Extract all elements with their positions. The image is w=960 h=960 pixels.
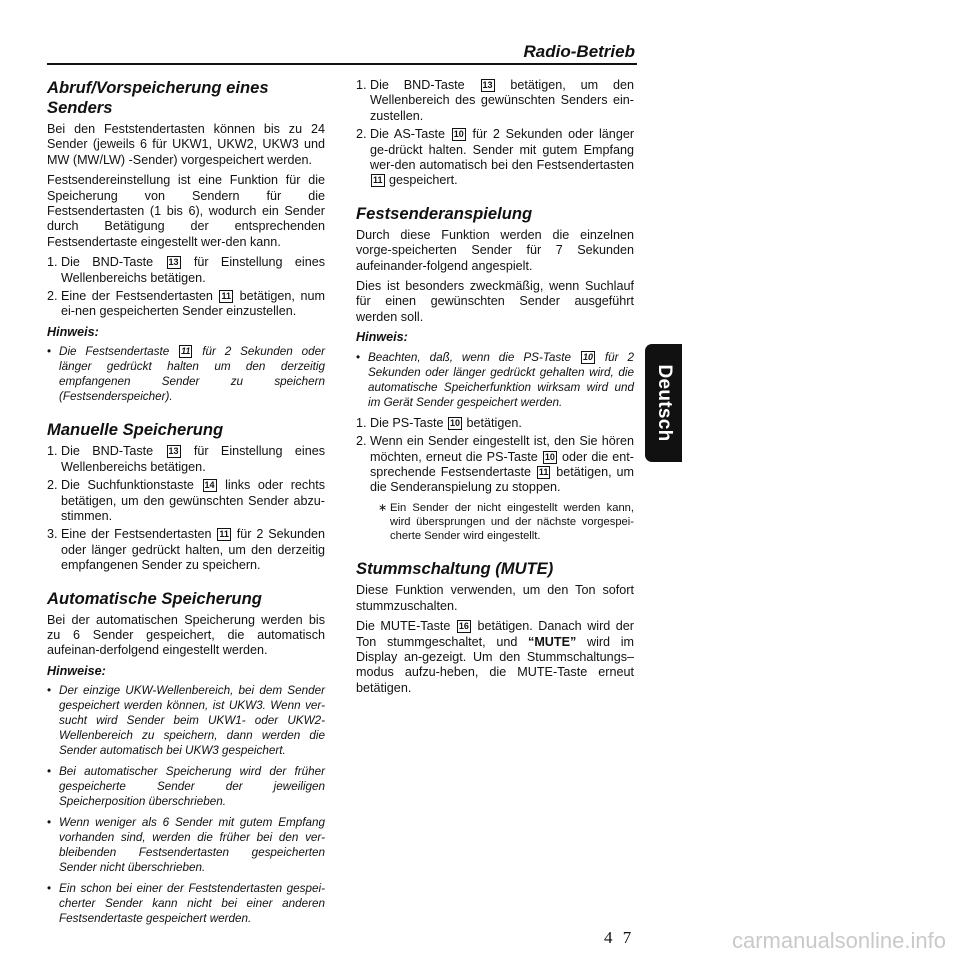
item-number: 2. bbox=[47, 289, 58, 304]
note-heading: Hinweise: bbox=[47, 663, 106, 678]
item-number: 1. bbox=[47, 255, 58, 270]
key-13-icon: 13 bbox=[168, 257, 179, 268]
note-bullet bbox=[47, 881, 325, 926]
key-10-icon: 10 bbox=[453, 129, 464, 140]
item-text: Die BND-Taste bbox=[61, 444, 154, 459]
asterisk-icon: ∗ bbox=[378, 501, 388, 514]
key-11-icon: 11 bbox=[221, 291, 231, 302]
section-title-festsenderanspielung: Festsenderanspielung bbox=[356, 203, 533, 223]
list-item bbox=[356, 127, 634, 189]
item-text: betätigen, um die Senderanspielung zu stoppen. bbox=[370, 464, 634, 495]
note-bullet bbox=[47, 764, 325, 809]
note-text: für 2 Sekunden oder länger gedrückt gehalten wird, die automatische Speicherfunktion wirksam wird und im Gerät Sender gespeichert werden. bbox=[368, 350, 635, 409]
section-title-automatisch: Automatische Speicherung bbox=[47, 588, 262, 608]
list-item bbox=[356, 416, 634, 431]
note-text: Wenn weniger als 6 Sender mit gutem Empfang vorhanden sind, werden die früher bei den ver-bleibenden Festsendertasten gespeicherten Sender nicht überschrieben. bbox=[59, 816, 325, 875]
list-item bbox=[47, 255, 325, 286]
item-number: 1. bbox=[356, 78, 367, 92]
page-number: 4 7 bbox=[604, 928, 635, 947]
key-11-icon: 11 bbox=[373, 175, 383, 186]
item-number: 2. bbox=[47, 478, 58, 493]
header-rule bbox=[47, 63, 637, 65]
key-16-icon: 16 bbox=[458, 621, 469, 632]
bullet-icon: • bbox=[356, 350, 361, 364]
paragraph: Bei den Feststendertasten können bis zu 24 Sender (jeweils 6 für UKW1, UKW2, UKW3 und MW (MW/LW) -Sender) vorgespeichert werden. bbox=[47, 122, 325, 167]
note-text: Beachten, daß, wenn die PS-Taste bbox=[368, 350, 571, 364]
paragraph: Durch diese Funktion werden die einzelnen vorge-speicherten Sender für 7 Sekunden aufeinander-folgend angespielt. bbox=[356, 227, 634, 273]
item-text: Eine der Festsendertasten bbox=[61, 527, 212, 542]
steps-list bbox=[47, 444, 325, 573]
note-text: Der einzige UKW-Wellenbereich, bei dem Sender gespeichert werden können, ist UKW3. Wenn ver-sucht wird Sender beim UKW1- oder UKW2-Wellenbereich zu speichern, dann werden die Sender automatisch bei UKW3 gespeichert. bbox=[59, 684, 325, 758]
steps-list bbox=[356, 416, 634, 496]
paragraph: Festsendereinstellung ist eine Funktion für die Speicherung von Sendern für die Festsendertasten (1 bis 6), wodurch ein Sender durch Betätigung der entsprechenden Festsendertaste eingestellt wer-den kann. bbox=[47, 173, 325, 249]
paragraph: Die MUTE-Taste 16 betätigen. Danach wird der Ton stummgeschaltet, und “MUTE” wird im Display an-gezeigt. Um den Stummschaltungs–modus aufzu-heben, die MUTE-Taste erneut betätigen. bbox=[356, 619, 635, 695]
note-text: für 2 Sekunden oder länger gedrückt halten um den derzeitig empfangenen Sender zu speichern (Festsenderspeicher). bbox=[59, 345, 325, 404]
footnote bbox=[378, 501, 634, 544]
list-item bbox=[356, 434, 634, 496]
watermark: carmanualsonline.info bbox=[731, 928, 946, 953]
item-text: für 2 Sekunden oder länger ge-drückt halten. Sender mit gutem Empfang wer-den automatisch bei den Festsendertasten bbox=[370, 127, 635, 173]
note-bullet bbox=[47, 344, 325, 404]
bullet-icon: • bbox=[47, 345, 52, 359]
section-title-abruf: Abruf/Vorspeicherung eines Senders bbox=[47, 78, 269, 117]
item-text: Die PS-Taste bbox=[370, 415, 444, 430]
list-item bbox=[47, 289, 325, 320]
item-text: Die BND-Taste bbox=[61, 255, 154, 270]
language-tab bbox=[645, 344, 682, 462]
key-10-icon: 10 bbox=[582, 351, 593, 362]
left-column bbox=[47, 78, 325, 932]
footnote-text: Ein Sender der nicht eingestellt werden kann, wird übersprungen und der nächste vorgespei-cherte Sender wird eingestellt. bbox=[390, 501, 634, 543]
section-title-manuell: Manuelle Speicherung bbox=[47, 420, 224, 440]
item-text: Die BND-Taste bbox=[370, 78, 465, 92]
item-number: 2. bbox=[356, 434, 367, 449]
item-text: Eine der Festsendertasten bbox=[61, 289, 213, 304]
note-text: Bei automatischer Speicherung wird der früher gespeicherte Sender der jeweiligen Speicherposition überschrieben. bbox=[59, 765, 325, 809]
key-11-icon: 11 bbox=[538, 466, 549, 477]
paragraph: Bei der automatischen Speicherung werden bis zu 6 Sender gespeichert, die automatisch aufeinan-derfolgend eingestellt werden. bbox=[47, 612, 325, 658]
item-text: für 2 Sekunden oder länger gedrückt halten, um den derzeitig empfangenen Sender zu speichern. bbox=[61, 527, 325, 573]
list-item bbox=[47, 444, 325, 475]
page-header-title: Radio-Betrieb bbox=[523, 42, 635, 61]
paragraph: Dies ist besonders zweckmäßig, wenn Suchlauf für einen gewünschten Sender ausgeführt werden soll. bbox=[356, 279, 634, 324]
item-text: oder die ent-sprechende Festsendertaste bbox=[370, 449, 634, 479]
steps-list bbox=[47, 255, 325, 320]
item-text: gespeichert. bbox=[389, 173, 458, 188]
list-item bbox=[47, 527, 325, 573]
note-heading: Hinweis: bbox=[47, 324, 99, 339]
steps-list bbox=[356, 78, 634, 189]
item-text: für Einstellung eines Wellenbereichs betätigen. bbox=[61, 255, 325, 285]
item-number: 3. bbox=[47, 527, 58, 542]
key-10-icon: 10 bbox=[450, 417, 461, 428]
right-column bbox=[356, 78, 634, 701]
key-10-icon: 10 bbox=[544, 451, 555, 462]
item-text: links oder rechts betätigen, um den gewünschten Sender abzu-stimmen. bbox=[61, 478, 325, 523]
bullet-icon: • bbox=[47, 684, 52, 698]
key-11-icon: 11 bbox=[219, 529, 229, 540]
note-bullet bbox=[356, 350, 634, 410]
item-text: für Einstellung eines Wellenbereichs betätigen. bbox=[61, 444, 325, 474]
mute-display-text: “MUTE” bbox=[528, 634, 577, 649]
list-item bbox=[47, 478, 325, 524]
key-11-icon: 11 bbox=[181, 346, 191, 357]
item-text: Die Suchfunktionstaste bbox=[61, 478, 194, 493]
item-text: betätigen, um den Wellenbereich des gewünschten Senders ein-zustellen. bbox=[370, 78, 634, 123]
paragraph: Diese Funktion verwenden, um den Ton sofort stummzuschalten. bbox=[356, 583, 634, 613]
item-text: Die AS-Taste bbox=[370, 127, 446, 142]
item-number: 1. bbox=[47, 444, 58, 459]
bullet-icon: • bbox=[47, 882, 52, 896]
note-heading: Hinweis: bbox=[356, 330, 408, 345]
item-text: Wenn ein Sender eingestellt ist, den Sie hören möchten, erneut die PS-Taste bbox=[370, 434, 634, 464]
item-number: 2. bbox=[356, 127, 367, 142]
section-title-mute: Stummschaltung (MUTE) bbox=[356, 559, 554, 579]
key-13-icon: 13 bbox=[168, 446, 179, 457]
item-text: betätigen, num ei-nen gespeicherten Sender einzustellen. bbox=[61, 289, 325, 319]
item-number: 1. bbox=[356, 415, 367, 430]
list-item bbox=[356, 78, 634, 124]
item-text: betätigen. bbox=[466, 415, 522, 430]
bullet-icon: • bbox=[47, 816, 52, 830]
key-13-icon: 13 bbox=[482, 80, 493, 90]
bullet-icon: • bbox=[47, 765, 52, 779]
note-text: Ein schon bei einer der Feststendertasten gespei-cherter Sender kann nicht bei einer anderen Festsendertaste gespeichert werden. bbox=[59, 882, 325, 926]
note-bullet bbox=[47, 815, 325, 875]
note-text: Die Festsendertaste bbox=[59, 345, 170, 359]
note-bullet bbox=[47, 683, 325, 758]
language-tab-label: Deutsch bbox=[653, 364, 675, 442]
key-14-icon: 14 bbox=[204, 480, 215, 491]
